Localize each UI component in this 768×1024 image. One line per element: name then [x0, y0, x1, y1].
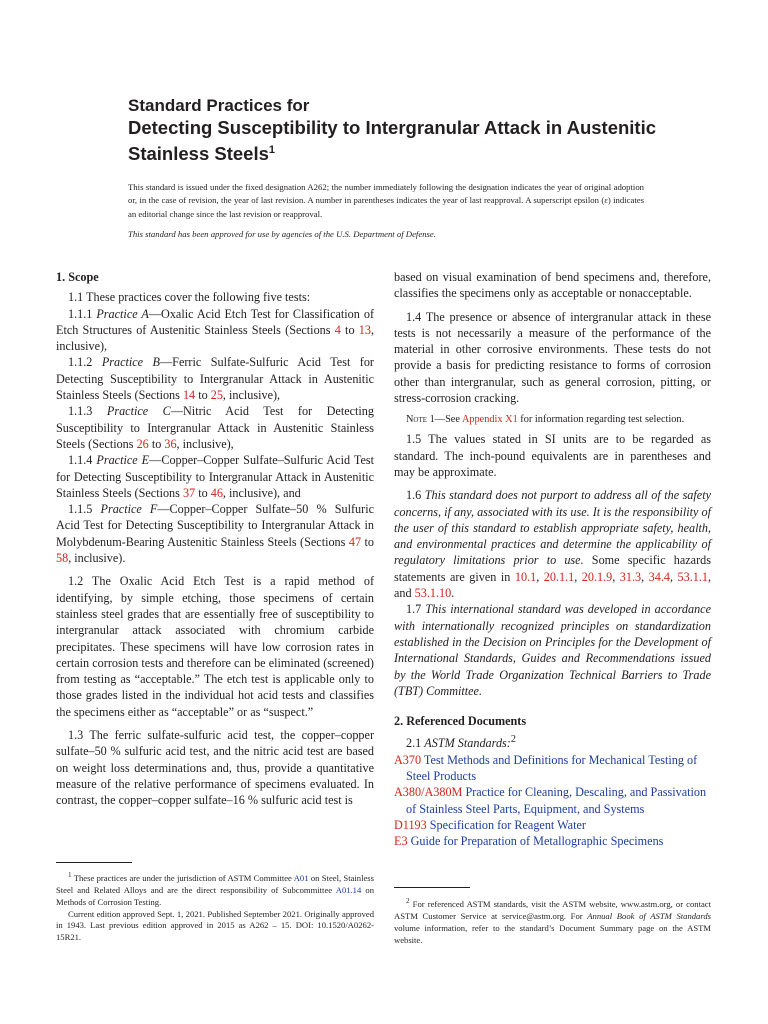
section-link[interactable]: 14 — [182, 388, 196, 403]
footnote-marker: 2 — [510, 734, 516, 746]
separator: , — [669, 569, 678, 584]
practice-name: Practice E — [96, 453, 150, 468]
para-text: , inclusive), — [56, 322, 374, 354]
hazard-link[interactable]: 53.1.1 — [677, 569, 708, 584]
para-text: , inclusive), — [176, 436, 234, 451]
footnote-2 — [394, 896, 711, 946]
separator: . — [451, 586, 455, 601]
pre-title: Standard Practices for — [128, 96, 310, 115]
para-text: , inclusive). — [68, 551, 126, 566]
standard-designation-note: This standard is issued under the fixed designation A262; the number immediately following the designation indicates the year of original adoption or, in the case of revision, the year of last revision. A number in parentheses indicates the year of last reapproval. A superscript epsilon (ε) indicates an editorial change since the last revision or reapproval. — [128, 182, 644, 219]
footnote-text: For referenced ASTM standards, visit the ASTM website, www.astm.org, or contact ASTM Customer Service at service@astm.org. For — [394, 898, 711, 921]
section-link[interactable]: 4 — [334, 322, 341, 337]
section-link[interactable]: 13 — [358, 322, 371, 337]
footnote-2-text — [394, 896, 711, 946]
paragraph-1-7 — [394, 601, 711, 699]
practice-name: Practice F — [100, 502, 158, 517]
reference-title-link[interactable]: Test Methods and Definitions for Mechanical Testing of Steel Products — [406, 752, 698, 784]
para-text: , inclusive), — [222, 388, 281, 403]
committee-link[interactable]: A01 — [293, 872, 309, 883]
section-link[interactable]: 26 — [136, 436, 149, 451]
para-number: 1.7 — [406, 602, 426, 617]
para-text: to — [361, 534, 374, 549]
footnote-1-text — [56, 870, 374, 909]
paragraph-1-5: 1.5 The values stated in SI units are to be regarded as standard. The inch-pound equivalents are in parentheses and may be approximate. — [394, 432, 711, 479]
paragraph-1-2: 1.2 The Oxalic Acid Etch Test is a rapid method of identifying, by simple etching, those specimens of certain stainless steel grades that are essentially free of susceptibility to intergranular attack associated with chromium carbide precipitates. These specimens will have low corrosion rates in certain corrosion tests and therefore can be eliminated (screened) from testing as “acceptable.” The etch test is applicable only to those grades listed in the individual hot acid tests and classifies the specimens either as “acceptable” or as “suspect.” — [56, 574, 374, 719]
footnote-marker: 2 — [406, 897, 410, 905]
footnote-marker: 1 — [68, 871, 72, 879]
section-link[interactable]: 58 — [56, 551, 69, 566]
footnote-divider — [56, 862, 132, 863]
reference-code-link[interactable]: E3 — [394, 834, 408, 849]
paragraph-2-1 — [394, 732, 711, 751]
footnote-text: These practices are under the jurisdiction of ASTM Committee — [71, 872, 294, 883]
paragraph-1-1-4 — [56, 452, 374, 501]
footnote-text: volume information, refer to the standard’s Document Summary page on the ASTM website. — [394, 922, 711, 945]
dod-approval-note: This standard has been approved for use by agencies of the U.S. Department of Defense. — [128, 229, 436, 239]
left-column — [56, 269, 374, 809]
hazard-link[interactable]: 20.1.1 — [543, 569, 575, 584]
reference-item — [394, 817, 711, 833]
reference-title-link[interactable]: Specification for Reagent Water — [426, 817, 586, 832]
reference-code-link[interactable]: A370 — [394, 752, 422, 767]
edition-note: Current edition approved Sept. 1, 2021. Published September 2021. Originally approved in 1943. Last previous edition approved in 2015 as A262 – 15. DOI: 10.1520/A0262-15R21. — [56, 908, 374, 943]
para-text: —Nitric Acid Test for Detecting Susceptibility to Intergranular Attack in Austenitic Stainless Steels (Sections — [56, 404, 374, 451]
practice-name: Practice C — [106, 404, 171, 419]
section-link[interactable]: 25 — [210, 388, 223, 403]
para-number: 1.1.3 — [68, 404, 107, 419]
para-number: 1.1.4 — [68, 453, 97, 468]
paragraph-1-1-2 — [56, 354, 374, 403]
note-text: for information regarding test selection. — [517, 414, 685, 426]
footnote-text: on Methods of Corrosion Testing. — [56, 884, 374, 907]
para-text: —Ferric Sulfate-Sulfuric Acid Test for Detecting Susceptibility to Intergranular Attack in Austenitic Stainless Steels (Sections — [56, 355, 374, 403]
referenced-documents-heading: 2. Referenced Documents — [394, 714, 527, 729]
note-text: 1—See — [427, 414, 462, 426]
subcommittee-link[interactable]: A01.14 — [335, 884, 362, 895]
international-statement: This international standard was developed in accordance with internationally recognized principles on standardization established in the Decision on Principles for the Development of International Standards, Guides and Recommendations issued by the World Trade Organization Technical Barriers to Trade (TBT) Committee. — [394, 602, 711, 698]
title-text: Detecting Susceptibility to Intergranular Attack in Austenitic Stainless Steels — [128, 117, 657, 165]
para-number: 1.1.1 — [68, 306, 97, 321]
separator: , — [641, 569, 649, 584]
footnote-1 — [56, 870, 374, 944]
footnote-text: on Steel, Stainless Steel and Related Alloys and are the direct responsibility of Subcommittee — [56, 872, 374, 895]
hazard-link[interactable]: 31.3 — [619, 569, 642, 584]
paragraph-1-1-3 — [56, 403, 374, 452]
para-text: —Copper–Copper Sulfate–50 % Sulfuric Acid Test for Detecting Susceptibility to Intergranular Attack in Molybdenum-Bearing Austenitic Stainless Steels (Sections — [56, 502, 374, 549]
separator: , and — [394, 569, 712, 601]
annual-book-title: Annual Book of ASTM Standards — [587, 910, 711, 921]
section-link[interactable]: 47 — [348, 534, 362, 549]
practice-name: Practice B — [101, 355, 160, 370]
scope-heading: 1. Scope — [56, 270, 99, 284]
para-number: 1.1.5 — [68, 502, 101, 517]
reference-item — [394, 833, 711, 849]
para-number: 2.1 — [406, 736, 425, 751]
para-text: to — [340, 322, 359, 337]
section-link[interactable]: 37 — [182, 485, 196, 500]
reference-title-link[interactable]: Practice for Cleaning, Descaling, and Passivation of Stainless Steel Parts, Equipment, and Systems — [406, 785, 707, 816]
title-block — [128, 95, 688, 165]
separator: , — [536, 569, 544, 584]
para-text: to — [195, 388, 211, 403]
section-link[interactable]: 36 — [164, 436, 177, 451]
para-text: Some specific hazards statements are given in — [394, 553, 711, 584]
paragraph-1-6 — [394, 487, 711, 601]
appendix-link[interactable]: Appendix X1 — [461, 414, 518, 426]
separator: , — [612, 569, 620, 584]
reference-code-link[interactable]: D1193 — [394, 817, 427, 832]
safety-statement: This standard does not purport to address all of the safety concerns, if any, associated with its use. It is the responsibility of the user of this standard to establish appropriate safety, health, and environmental practices and determine the applicability of regulatory limitations prior to use. — [394, 488, 711, 568]
para-text: —Copper–Copper Sulfate–Sulfuric Acid Test for Detecting Susceptibility to Intergranular Attack in Austenitic Stainless Steels (Sections — [56, 453, 374, 500]
paragraph-1-1-1 — [56, 306, 374, 355]
reference-item — [394, 784, 711, 817]
hazard-link[interactable]: 53.1.10 — [414, 586, 452, 601]
hazard-link[interactable]: 10.1 — [514, 569, 537, 584]
section-link[interactable]: 46 — [210, 485, 223, 500]
para-number: 1.6 — [406, 488, 425, 503]
paragraph-1-1: 1.1 These practices cover the following five tests: — [68, 290, 311, 305]
document-title — [128, 117, 688, 165]
hazard-link[interactable]: 20.1.9 — [581, 569, 613, 584]
para-text: , inclusive), and — [222, 485, 301, 500]
reference-item — [394, 752, 711, 785]
paragraph-1-1-5 — [56, 501, 374, 566]
reference-code-link[interactable]: A380/A380M — [394, 785, 463, 800]
title-footnote-marker: 1 — [268, 144, 276, 156]
footnote-divider — [394, 887, 470, 888]
para-number: 1.1.2 — [68, 355, 102, 370]
paragraph-1-3: 1.3 The ferric sulfate-sulfuric acid test, the copper–copper sulfate–50 % sulfuric acid test, and the nitric acid test are based on weight loss determinations and, thus, provide a quantitative measure of the relative performance of specimens evaluated. In contrast, the copper–copper sulfate–16 % sulfuric acid test is — [56, 728, 374, 808]
separator: , — [574, 569, 582, 584]
para-text: to — [148, 436, 165, 451]
para-text: to — [195, 485, 211, 500]
hazard-link[interactable]: 34.4 — [648, 569, 670, 584]
paragraph-1-3-continued: based on visual examination of bend specimens and, therefore, classifies the specimens only as acceptable or nonacceptable. — [394, 270, 711, 301]
right-column — [394, 269, 711, 850]
astm-standards-label: ASTM Standards: — [424, 736, 511, 751]
paragraph-1-4: 1.4 The presence or absence of intergranular attack in these tests is not necessarily a measure of the performance of the material in other corrosive environments. These tests do not provide a basis for predicting resistance to forms of corrosion other than intergranular, such as general corrosion, pitting, or stress-corrosion cracking. — [394, 309, 711, 406]
para-text: —Oxalic Acid Etch Test for Classification of Etch Structures of Austenitic Stainless Steels (Sections — [56, 306, 374, 337]
note-1 — [394, 413, 711, 427]
practice-name: Practice A — [96, 306, 149, 321]
note-label: Note — [406, 414, 428, 426]
reference-title-link[interactable]: Guide for Preparation of Metallographic Specimens — [407, 834, 664, 849]
